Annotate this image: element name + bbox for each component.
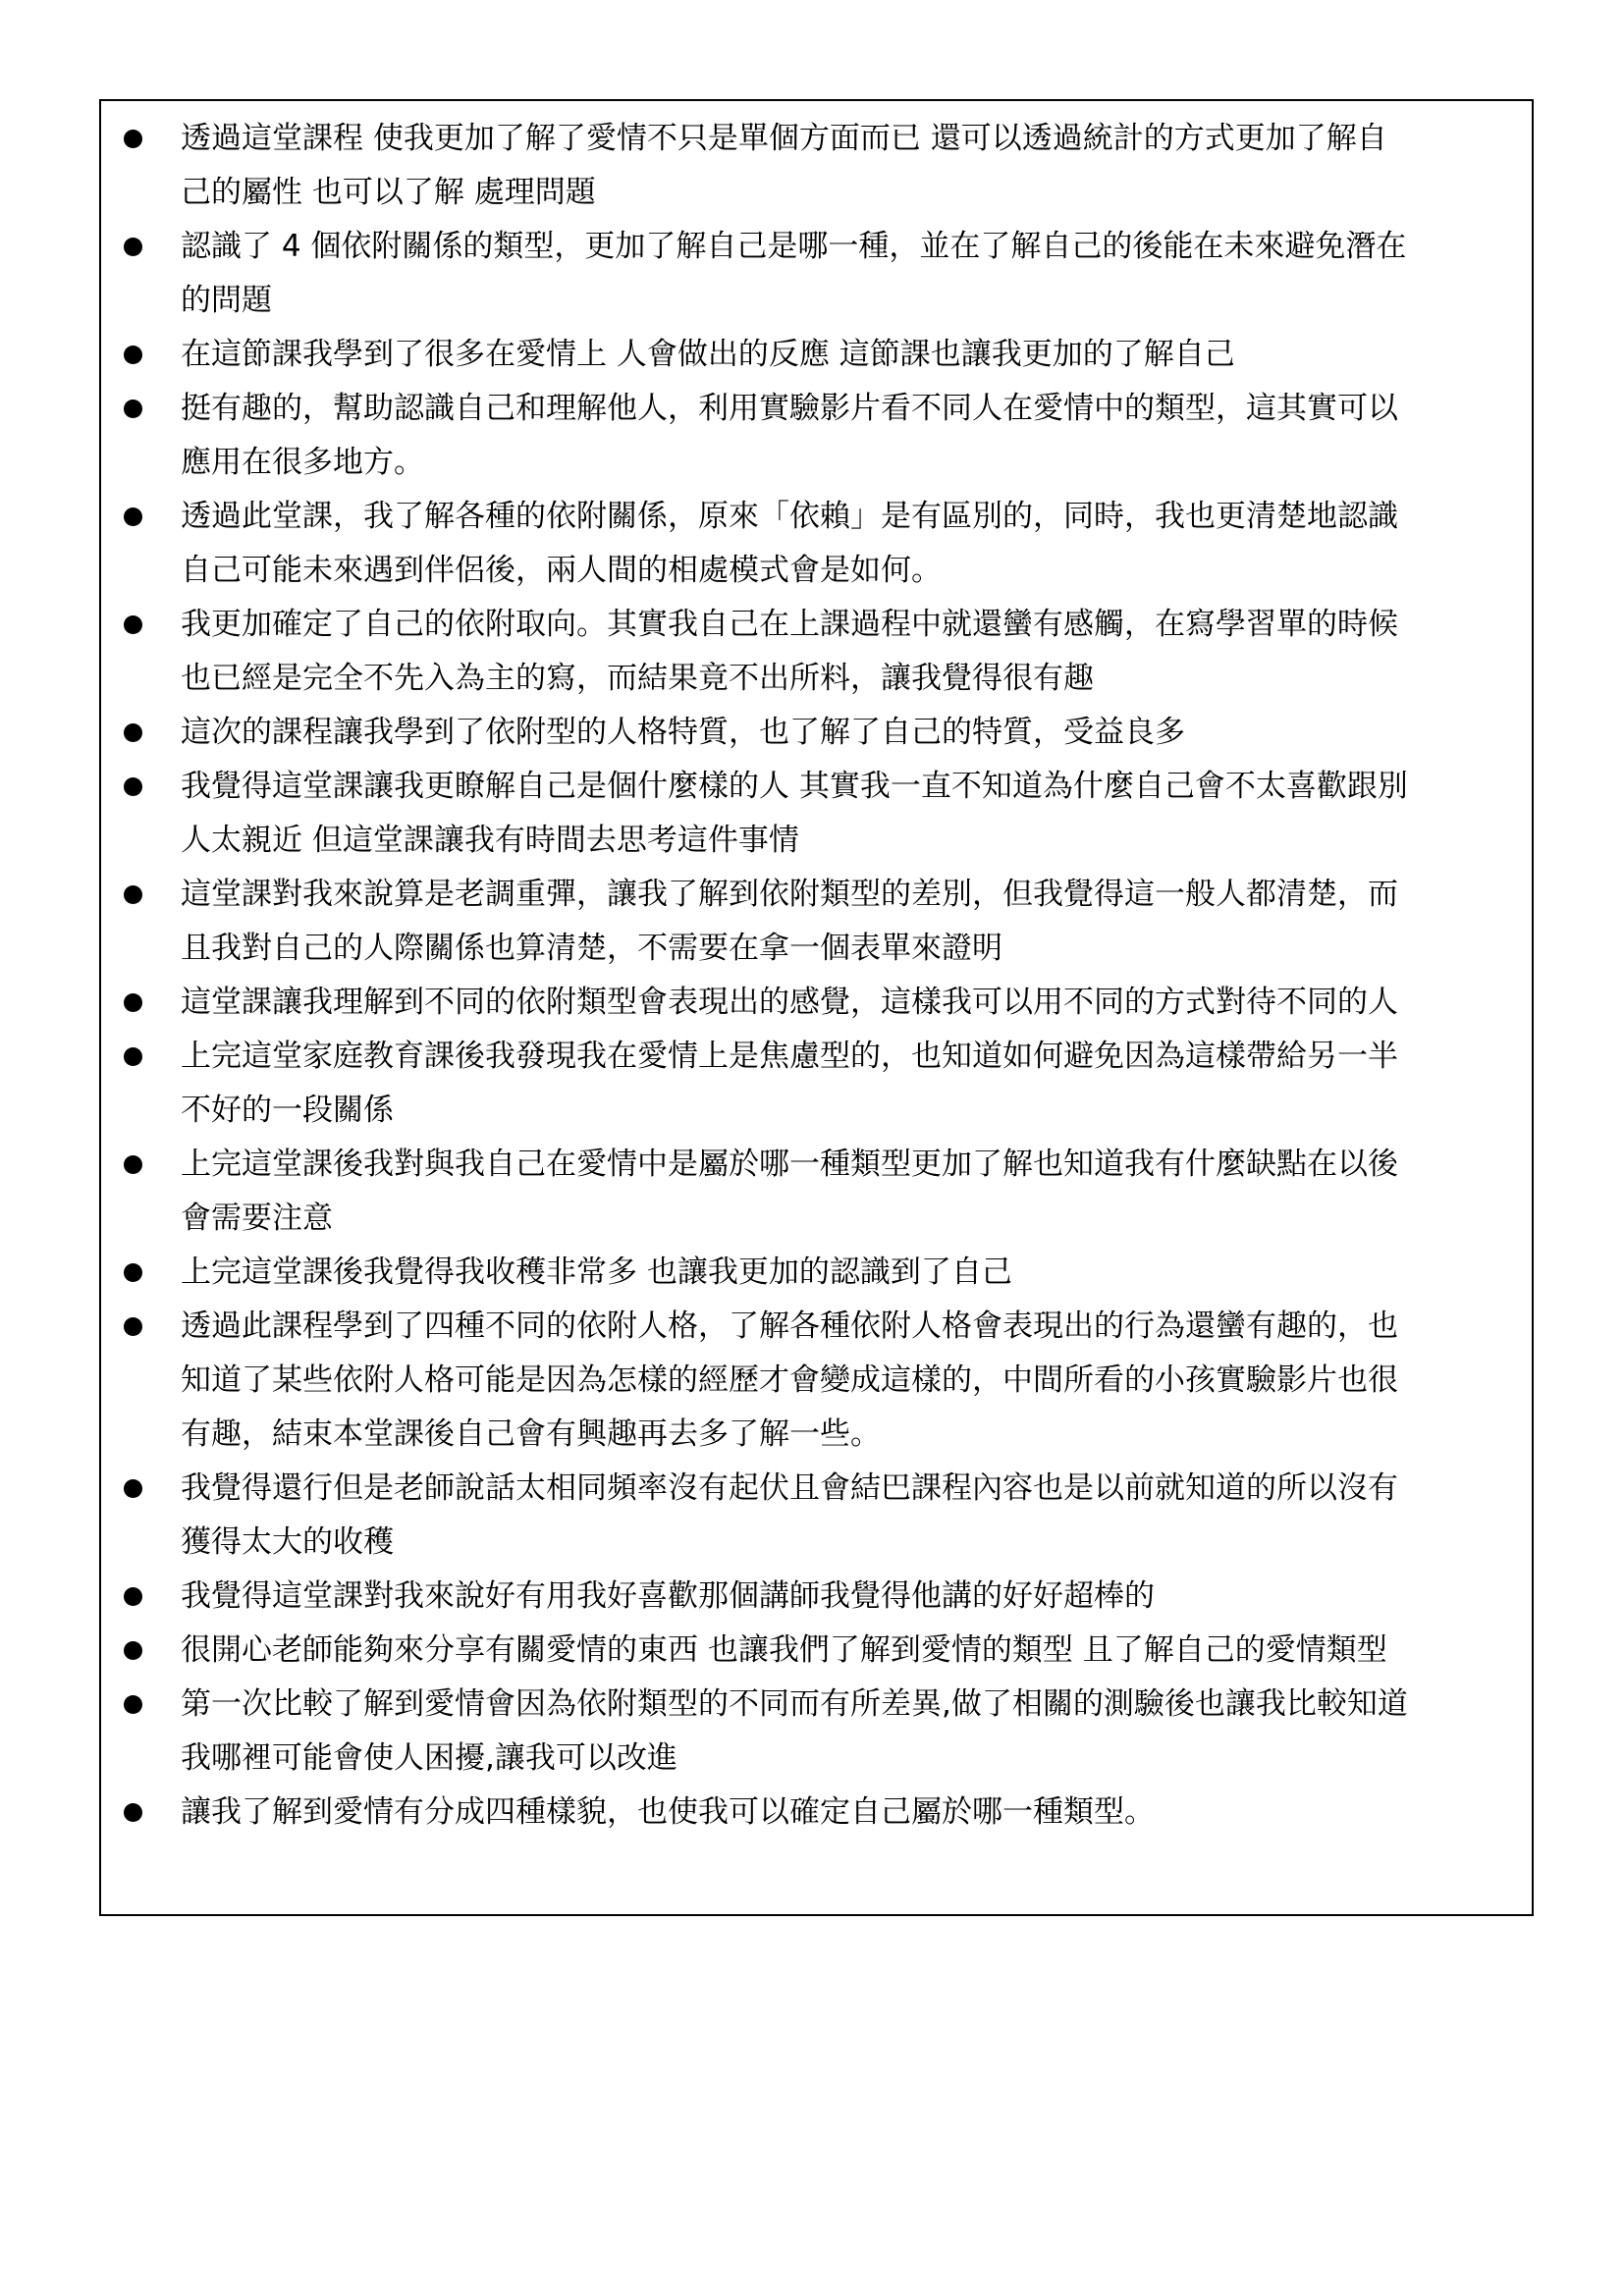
bullet-icon — [124, 1641, 142, 1660]
feedback-text-line: 也已經是完全不先入為主的寫，而結果竟不出所料，讓我覺得很有趣 — [181, 661, 1094, 696]
bullet-icon — [124, 346, 142, 364]
bullet-icon — [124, 1047, 142, 1066]
feedback-item — [101, 1462, 1532, 1570]
bullet-icon — [124, 1695, 142, 1714]
feedback-text-line: 挺有趣的，幫助認識自己和理解他人，利用實驗影片看不同人在愛情中的類型，這其實可以 — [181, 391, 1398, 426]
bullet-icon — [124, 238, 142, 256]
bullet-icon — [124, 1263, 142, 1282]
feedback-text-line: 不好的一段關係 — [181, 1093, 394, 1128]
bullet-icon — [124, 1587, 142, 1606]
feedback-text-line: 己的屬性 也可以了解 處理問題 — [181, 175, 596, 210]
feedback-text-line: 第一次比較了解到愛情會因為依附類型的不同而有所差異,做了相關的測驗後也讓我比較知道 — [181, 1686, 1408, 1722]
bullet-icon — [124, 1155, 142, 1174]
feedback-item — [101, 220, 1532, 328]
bullet-icon — [124, 130, 142, 148]
bullet-icon — [124, 885, 142, 904]
feedback-text-line: 的問題 — [181, 283, 272, 318]
feedback-text-line: 我更加確定了自己的依附取向。其實我自己在上課過程中就還蠻有感觸，在寫學習單的時候 — [181, 607, 1398, 642]
feedback-item — [101, 1030, 1532, 1138]
feedback-text-line: 應用在很多地方。 — [181, 445, 424, 480]
feedback-text-line: 這堂課讓我理解到不同的依附類型會表現出的感覺，這樣我可以用不同的方式對待不同的人 — [181, 985, 1398, 1020]
feedback-text-line: 上完這堂課後我覺得我收穫非常多 也讓我更加的認識到了自己 — [181, 1255, 1012, 1290]
feedback-text-line: 透過此課程學到了四種不同的依附人格，了解各種依附人格會表現出的行為還蠻有趣的，也 — [181, 1308, 1398, 1344]
feedback-item — [101, 382, 1532, 490]
feedback-text-line: 很開心老師能夠來分享有關愛情的東西 也讓我們了解到愛情的類型 且了解自己的愛情類型 — [181, 1632, 1387, 1668]
feedback-item — [101, 328, 1532, 382]
feedback-text-line: 知道了某些依附人格可能是因為怎樣的經歷才會變成這樣的，中間所看的小孩實驗影片也很 — [181, 1362, 1398, 1398]
bullet-icon — [124, 1479, 142, 1498]
feedback-text-line: 人太親近 但這堂課讓我有時間去思考這件事情 — [181, 823, 799, 858]
bullet-icon — [124, 507, 142, 526]
feedback-item — [101, 1786, 1532, 1840]
feedback-text-line: 透過這堂課程 使我更加了解了愛情不只是單個方面而已 還可以透過統計的方式更加了解自 — [181, 121, 1387, 156]
bullet-icon — [124, 993, 142, 1012]
feedback-item — [101, 1138, 1532, 1246]
feedback-item — [101, 1570, 1532, 1624]
feedback-text-line: 我哪裡可能會使人困擾,讓我可以改進 — [181, 1740, 677, 1776]
feedback-item — [101, 598, 1532, 706]
feedback-list — [101, 112, 1532, 1840]
feedback-item — [101, 112, 1532, 220]
feedback-text-line: 上完這堂家庭教育課後我發現我在愛情上是焦慮型的，也知道如何避免因為這樣帶給另一半 — [181, 1039, 1398, 1074]
feedback-text-line: 獲得太大的收穫 — [181, 1524, 394, 1560]
feedback-text-line: 我覺得這堂課對我來說好有用我好喜歡那個講師我覺得他講的好好超棒的 — [181, 1578, 1155, 1614]
bullet-icon — [124, 400, 142, 418]
feedback-text-line: 這堂課對我來說算是老調重彈，讓我了解到依附類型的差別，但我覺得這一般人都清楚，而 — [181, 877, 1398, 912]
feedback-item — [101, 760, 1532, 868]
feedback-item — [101, 490, 1532, 598]
bullet-icon — [124, 1317, 142, 1336]
feedback-text-line: 我覺得這堂課讓我更瞭解自己是個什麼樣的人 其實我一直不知道為什麼自己會不太喜歡跟別 — [181, 769, 1408, 804]
feedback-text-line: 透過此堂課，我了解各種的依附關係，原來「依賴」是有區別的，同時，我也更清楚地認識 — [181, 499, 1398, 534]
feedback-text-line: 自己可能未來遇到伴侶後，兩人間的相處模式會是如何。 — [181, 553, 942, 588]
feedback-item — [101, 1624, 1532, 1678]
feedback-text-line: 這次的課程讓我學到了依附型的人格特質，也了解了自己的特質，受益良多 — [181, 715, 1185, 750]
feedback-item — [101, 1300, 1532, 1462]
feedback-text-line: 上完這堂課後我對與我自己在愛情中是屬於哪一種類型更加了解也知道我有什麼缺點在以後 — [181, 1147, 1398, 1182]
feedback-text-line: 讓我了解到愛情有分成四種樣貌，也使我可以確定自己屬於哪一種類型。 — [181, 1794, 1155, 1830]
feedback-item — [101, 976, 1532, 1030]
feedback-text-line: 且我對自己的人際關係也算清楚，不需要在拿一個表單來證明 — [181, 931, 1002, 966]
bullet-icon — [124, 777, 142, 796]
bullet-icon — [124, 723, 142, 742]
feedback-text-line: 在這節課我學到了很多在愛情上 人會做出的反應 這節課也讓我更加的了解自己 — [181, 337, 1235, 372]
feedback-item — [101, 868, 1532, 976]
feedback-box — [99, 99, 1534, 1916]
feedback-text-line: 認識了 4 個依附關係的類型，更加了解自己是哪一種，並在了解自己的後能在未來避免潛在 — [181, 229, 1407, 264]
bullet-icon — [124, 1803, 142, 1822]
feedback-text-line: 會需要注意 — [181, 1201, 333, 1236]
bullet-icon — [124, 615, 142, 634]
feedback-item — [101, 1678, 1532, 1786]
feedback-text-line: 有趣，結束本堂課後自己會有興趣再去多了解一些。 — [181, 1416, 881, 1452]
feedback-text-line: 我覺得還行但是老師說話太相同頻率沒有起伏且會結巴課程內容也是以前就知道的所以沒有 — [181, 1470, 1398, 1506]
feedback-item — [101, 706, 1532, 760]
feedback-item — [101, 1246, 1532, 1300]
